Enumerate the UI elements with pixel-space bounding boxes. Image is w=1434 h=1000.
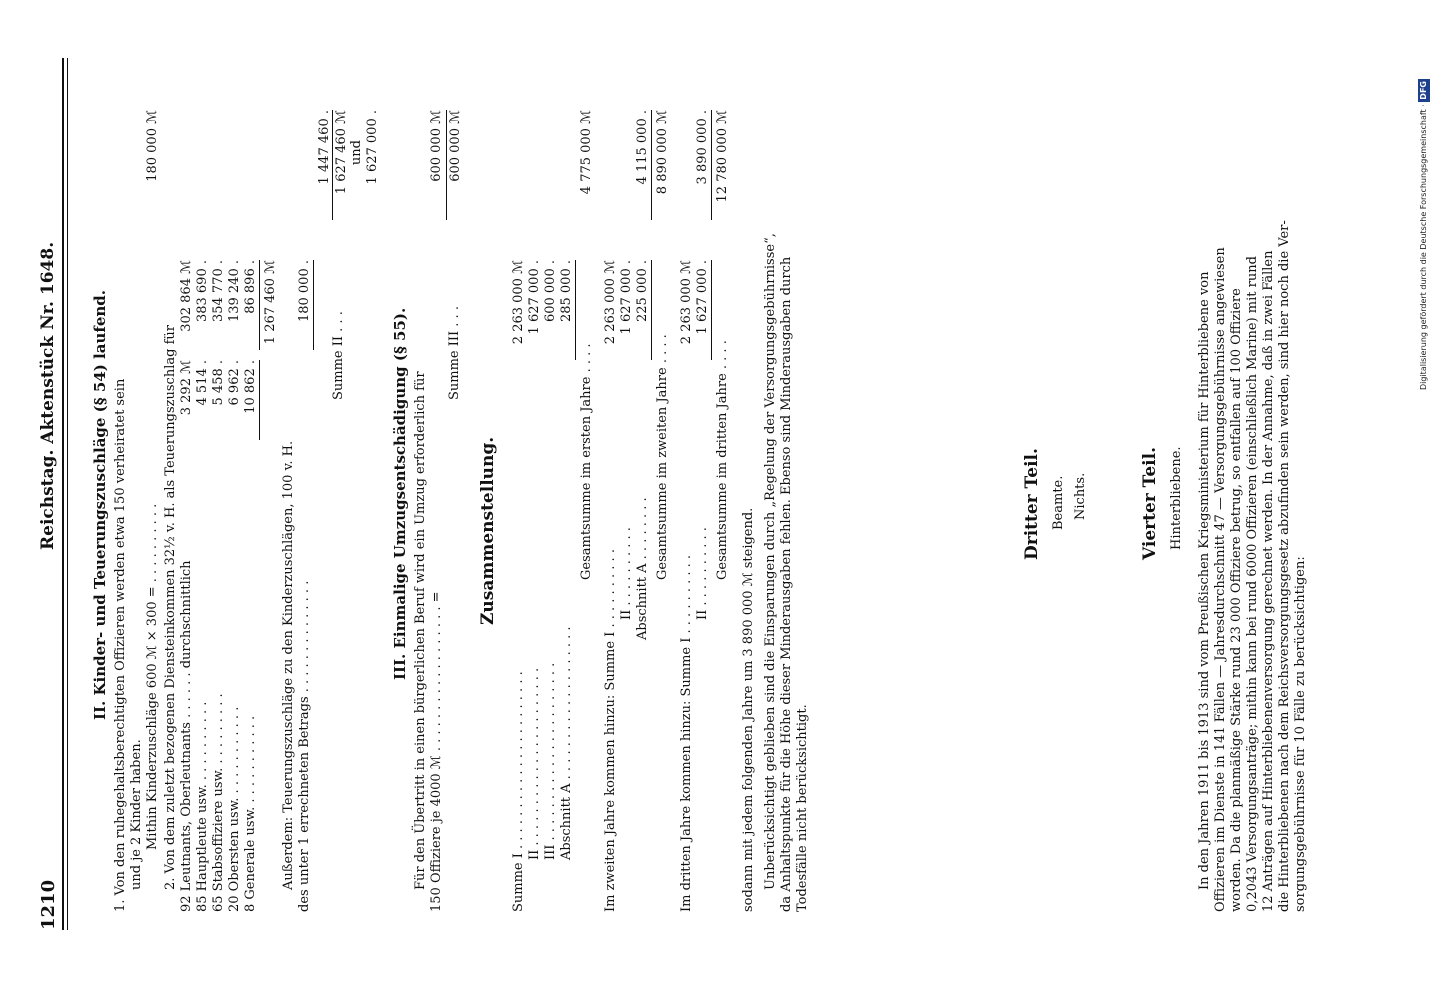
part4-subtitle: Hinterbliebene. xyxy=(1169,446,1184,550)
zusammen-title: Zusammenstellung. xyxy=(478,436,498,625)
zusammen-row-2-label: II . . . . . . . . . . . . . . . . . . . . . . xyxy=(527,667,542,860)
page-header: Reichstag. Aktenstück Nr. 1648. xyxy=(38,241,58,550)
part4-line1: In den Jahren 1911 bis 1913 sind vom Preußischen Kriegsministerium für Hinterbliebene von xyxy=(1197,271,1212,890)
part4-line2: Offizieren im Dienste in 141 Fällen — Jahresdurchschnitt 47 — Versorgungsgebührnisse angewiesen xyxy=(1213,247,1228,912)
section2-extra-line1: Außerdem: Teuerungszuschläge zu den Kinderzuschlägen, 100 v. H. xyxy=(281,440,296,890)
zusammen-year3-line1: Im dritten Jahre kommen hinzu: Summe I . . . . . . . . . . xyxy=(679,554,694,912)
section2-p1-line1: 1. Von den ruhegehaltsberechtigten Offizieren werden etwa 150 verheiratet sein xyxy=(113,378,128,912)
section2-p2-line1: 2. Von dem zuletzt bezogenen Diensteinkommen 32½ v. H. als Teuerungszuschlag für xyxy=(163,325,178,890)
section2-row-4-label: 20 Obersten usw. . . . . . . . . . . . xyxy=(227,706,242,912)
section3-value: 600 000 ℳ xyxy=(429,110,444,182)
section2-sum-label: Summe II . . . xyxy=(331,311,346,400)
section2-row-2-label: 85 Hauptleute usw. . . . . . . . . . . xyxy=(195,701,210,912)
section2-row-3-a: 5 458 . xyxy=(211,360,226,406)
dfg-credit-text: Digitalisierung gefördert durch die Deutsche Forschungsgemeinschaft · xyxy=(1419,104,1428,390)
section2-p1-line3: Mithin Kinderzuschläge 600 ℳ × 300 = . . . . . . . . . . xyxy=(145,503,160,850)
section3-sum-label: Summe III . . . xyxy=(447,306,462,400)
part3-subtitle: Beamte. xyxy=(1051,475,1066,530)
dfg-sidebar xyxy=(1418,10,1430,390)
section2-row-3-b: 354 770 . xyxy=(211,260,226,323)
header-rule-thin xyxy=(67,58,68,930)
section2-row-2-a: 4 514 . xyxy=(195,360,210,406)
zusammen-total-1-label: Gesamtsumme im ersten Jahre . . . . xyxy=(579,343,594,580)
zusammen-note-line3: Todesfälle nicht berücksichtigt. xyxy=(795,704,810,912)
zusammen-after-text: sodann mit jedem folgenden Jahre um 3 890 000 ℳ steigend. xyxy=(741,507,756,912)
section2-row-4-b: 139 240 . xyxy=(227,260,242,323)
zusammen-total-3-label: Gesamtsumme im dritten Jahre . . . . xyxy=(715,340,730,580)
section2-extra-value: 180 000 . xyxy=(296,260,314,350)
zusammen-total-2-label: Gesamtsumme im zweiten Jahre . . . . xyxy=(655,334,670,580)
section2-sum-value2: 1 627 000 . xyxy=(365,110,380,185)
part3-title: Dritter Teil. xyxy=(1022,448,1042,560)
section2-row-2-b: 383 690 . xyxy=(195,260,210,323)
section2-row-5-b: 86 896 . xyxy=(242,260,260,350)
section2-p1-value: 180 000 ℳ xyxy=(145,110,160,182)
dfg-credit xyxy=(1418,10,1430,390)
zusammen-note-line2: da Anhaltspunkte für die Höhe dieser Minderausgaben fehlen. Ebenso sind Minderausgaben durch xyxy=(779,256,794,912)
zusammen-total-1-value: 4 775 000 ℳ xyxy=(579,110,594,195)
section3-line1: Für den Übertritt in einen bürgerlichen Beruf wird ein Umzug erforderlich für xyxy=(413,371,428,890)
part4-title: Vierter Teil. xyxy=(1140,446,1160,560)
zusammen-year2-line1: Im zweiten Jahre kommen hinzu: Summe I . . . . . . . . . . xyxy=(603,549,618,912)
section2-sum-value: 1 627 460 ℳ xyxy=(332,110,350,220)
section2-row-3-label: 65 Stabsoffiziere usw. . . . . . . . . . xyxy=(211,693,226,912)
section2-und: und xyxy=(349,140,364,166)
section3-sum-value: 600 000 ℳ xyxy=(446,110,464,220)
section2-row-4-a: 6 962 . xyxy=(227,360,242,406)
page-number: 1210 xyxy=(38,879,59,930)
zusammen-row-3-value: 600 000 . xyxy=(543,260,558,323)
section2-rows-total: 1 267 460 ℳ xyxy=(263,260,278,345)
section2-row-5-a: 10 862 . xyxy=(242,360,260,440)
zusammen-total-2-value: 8 890 000 ℳ xyxy=(655,110,670,195)
section2-col-total: 1 447 460 . xyxy=(317,110,332,185)
zusammen-row-1-value: 2 263 000 ℳ xyxy=(511,260,526,345)
part4-line3: worden. Da die planmäßige Stärke rund 23 000 Offiziere betrug, so entfallen auf 100 Offiziere xyxy=(1229,288,1244,912)
zusammen-year2-value2: 1 627 000 . xyxy=(619,260,634,335)
zusammen-row-3-label: III . . . . . . . . . . . . . . . . . . . . . . xyxy=(543,662,558,860)
zusammen-year3-value2: 1 627 000 . xyxy=(694,260,712,360)
part4-line4: 0,2043 Versorgungsanträge; mithin kann bei rund 6000 Offizieren (einschließlich Marine) mit rund xyxy=(1245,256,1260,912)
header-rule xyxy=(62,58,64,930)
zusammen-year3-total: 3 890 000 . xyxy=(694,110,712,220)
section2-row-1-label: 92 Leutnants, Oberleutnants . . . . . . durchschnittlich xyxy=(179,560,194,912)
part3-text: Nichts. xyxy=(1073,472,1088,520)
dfg-logo: DFG xyxy=(1419,81,1428,100)
zusammen-year2-value3: 225 000 . xyxy=(634,260,652,360)
zusammen-note-line1: Unberücksichtigt geblieben sind die Einsparungen durch „Regelung der Versorgungsgebührnisse“, xyxy=(763,233,778,890)
zusammen-year2-total: 4 115 000 . xyxy=(634,110,652,220)
section3-line2: 150 Offiziere je 4000 ℳ . . . . . . . . . . . . . . . . . . = xyxy=(429,591,444,912)
zusammen-row-2-value: 1 627 000 . xyxy=(527,260,542,335)
section2-p1-line2: und je 2 Kinder haben. xyxy=(129,739,144,890)
section2-extra-line2: des unter 1 errechneten Betrags . . . . . . . . . . . . . . xyxy=(297,580,312,912)
part4-line7: sorgungsgebührnisse für 10 Fälle zu berücksichtigen: xyxy=(1293,556,1308,912)
section2-row-1-a: 3 292 ℳ xyxy=(179,360,194,416)
section3-title: III. Einmalige Umzugsentschädigung (§ 55). xyxy=(391,307,409,680)
part4-line6: die Hinterbliebenen nach dem Reichsversorgungsgesetz abzufinden sein werden, sind hier noch die Ver- xyxy=(1277,220,1292,912)
zusammen-row-1-label: Summe I . . . . . . . . . . . . . . . . . . . . . . xyxy=(511,671,526,912)
section2-row-5-label: 8 Generale usw. . . . . . . . . . . . xyxy=(243,715,258,912)
zusammen-year2-line3: Abschnitt A . . . . . . . . xyxy=(635,497,650,640)
zusammen-row-4-value: 285 000 . xyxy=(558,260,576,360)
zusammen-year3-value1: 2 263 000 ℳ xyxy=(679,260,694,345)
section2-row-1-b: 302 864 ℳ xyxy=(179,260,194,332)
zusammen-year2-line2: II . . . . . . . . . . xyxy=(619,527,634,620)
zusammen-row-4-label: Abschnitt A . . . . . . . . . . . . . . . . . . . xyxy=(559,626,574,860)
zusammen-year2-value1: 2 263 000 ℳ xyxy=(603,260,618,345)
part4-line5: 12 Anträgen auf Hinterbliebenenversorgung gerechnet werden. In der Annahme, daß in zwei Fällen xyxy=(1261,250,1276,912)
section2-title: II. Kinder- und Teuerungszuschläge (§ 54) laufend. xyxy=(91,290,109,720)
zusammen-year3-line2: II . . . . . . . . . . xyxy=(695,527,710,620)
zusammen-total-3-value: 12 780 000 ℳ xyxy=(715,110,730,203)
